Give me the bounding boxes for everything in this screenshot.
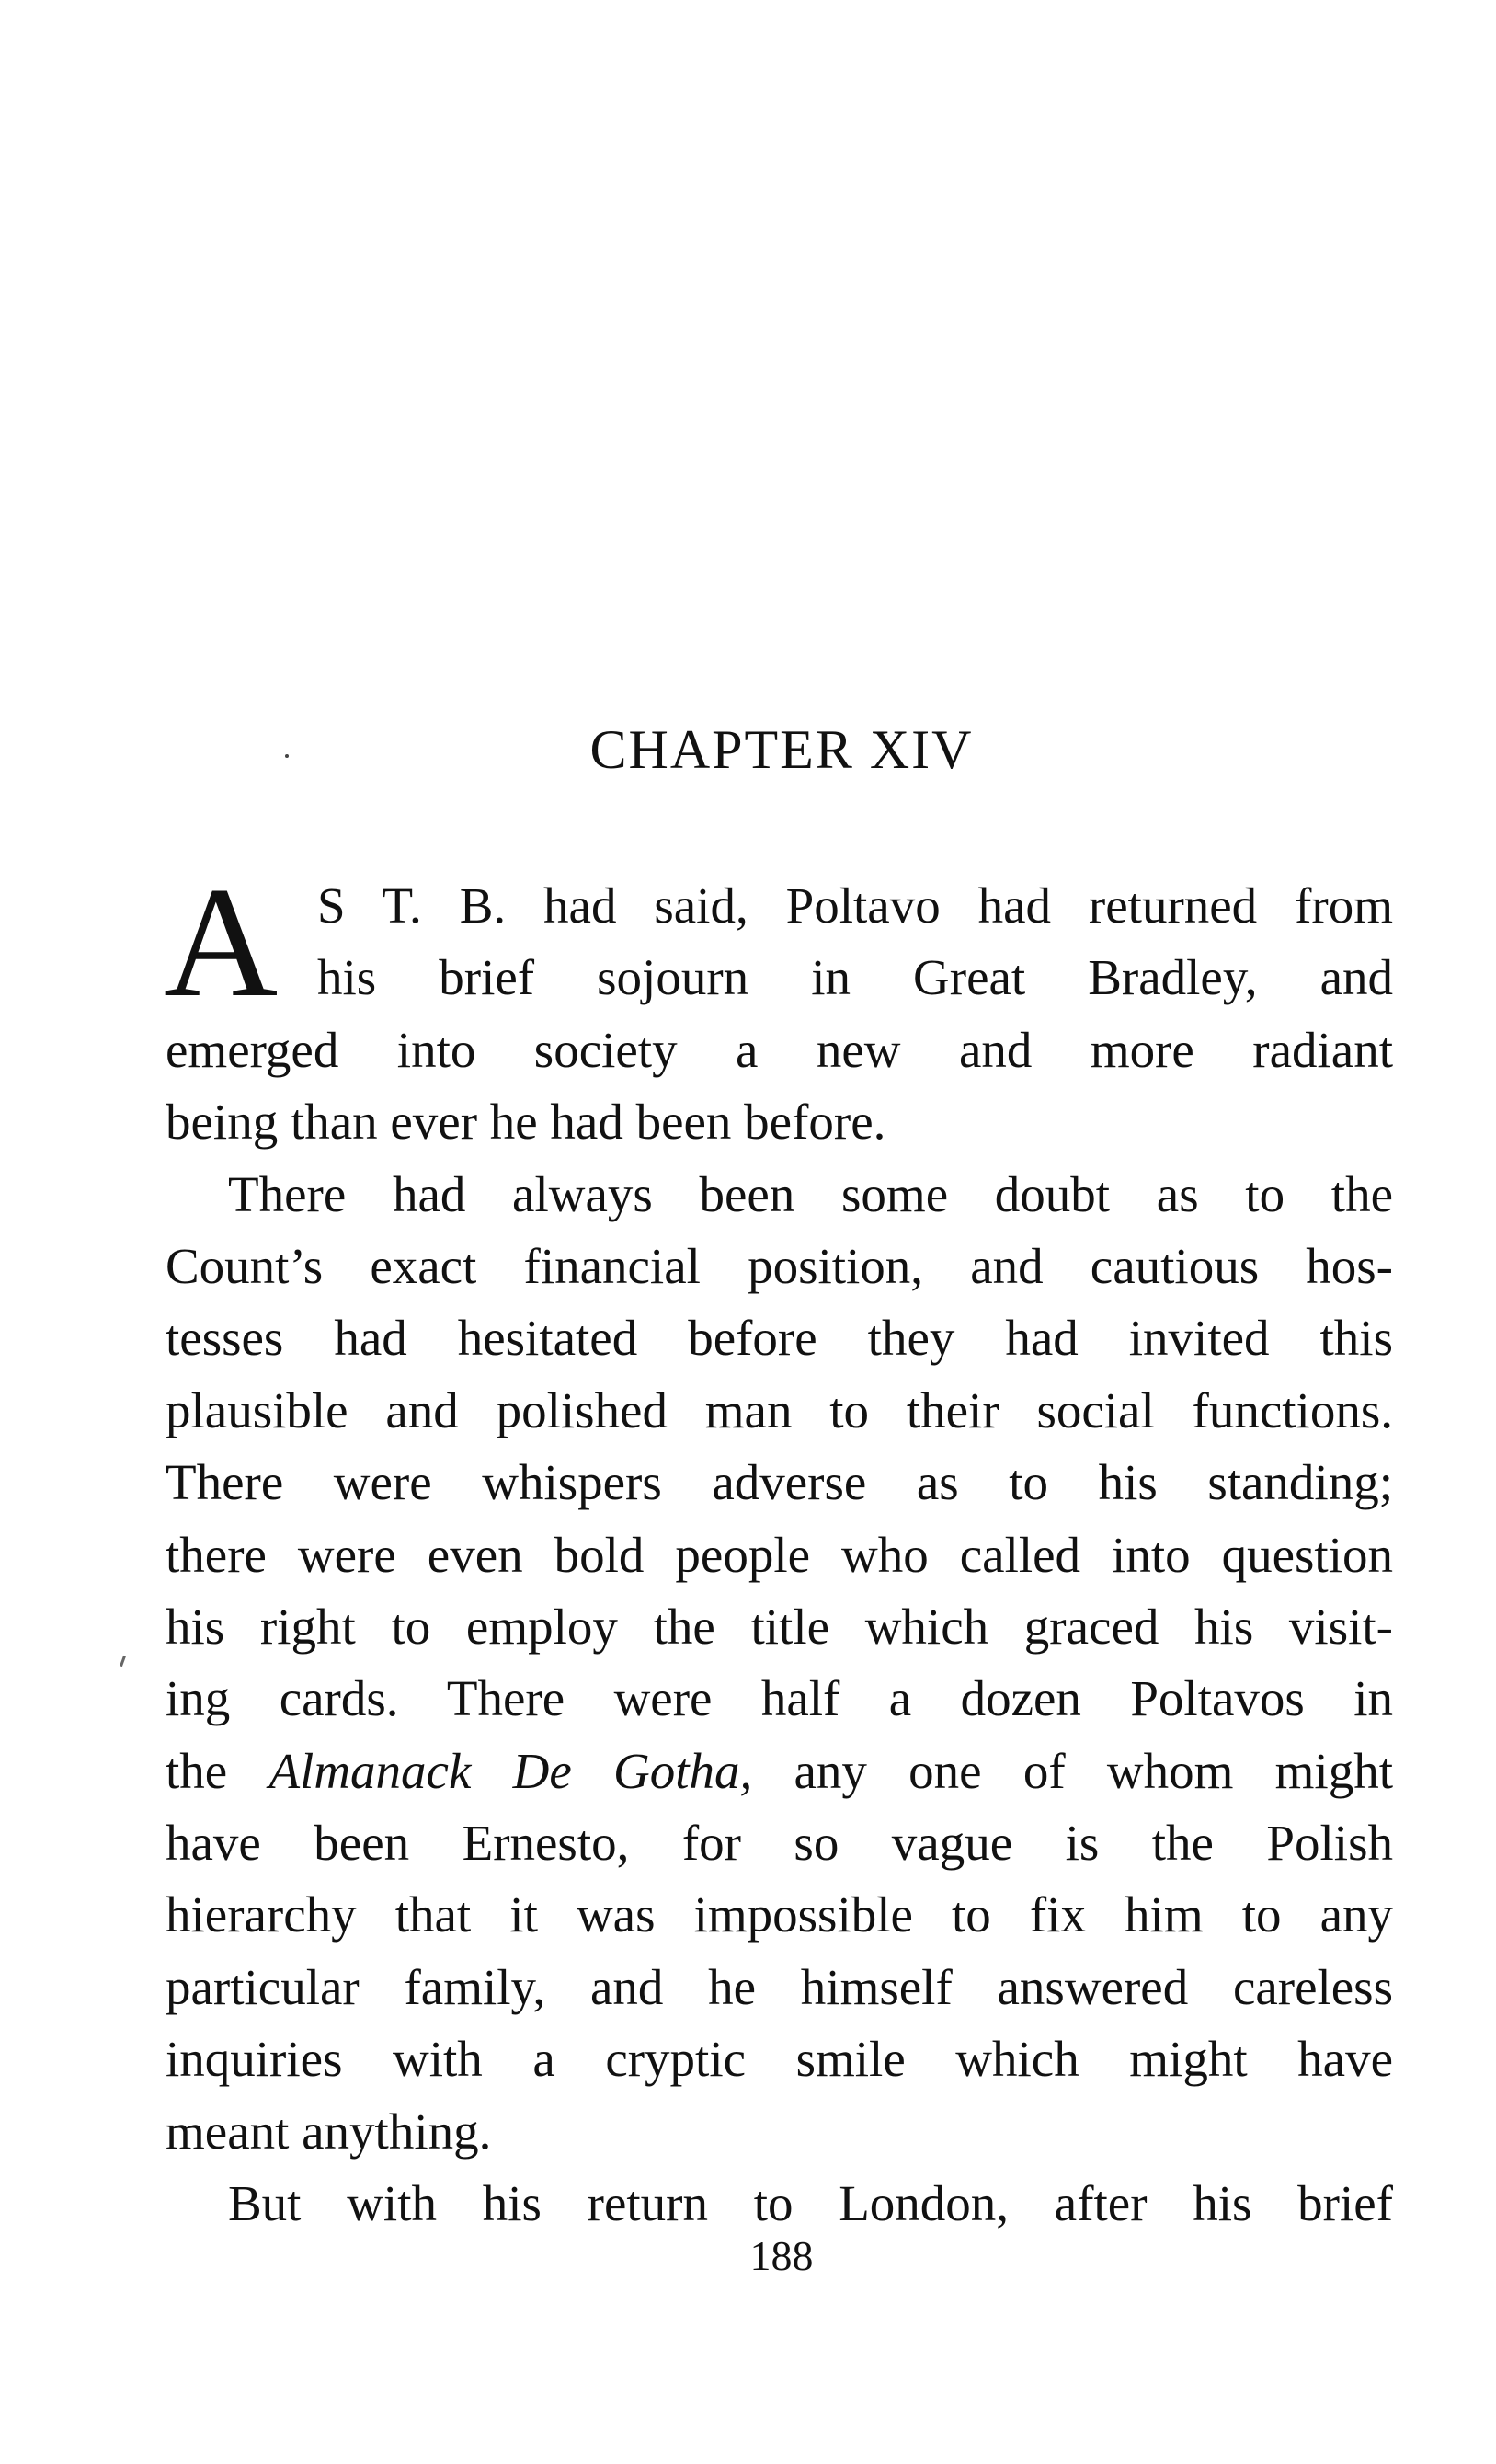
text-line: ing cards. There were half a dozen Poltavos in [166, 1670, 1393, 1727]
text-line: meant anything. [166, 2103, 492, 2160]
text-fragment: any one of whom might [752, 1742, 1393, 1799]
text-line: his brief sojourn in Great Bradley, and [317, 949, 1393, 1006]
chapter-title: CHAPTER XIV [589, 719, 974, 780]
text-line: There were whispers adverse as to his standing; [166, 1454, 1393, 1511]
text-line: there were even bold people who called into question [166, 1526, 1393, 1583]
text-line: emerged into society a new and more radiant [166, 1021, 1393, 1078]
text-line: being than ever he had been before. [166, 1094, 886, 1151]
text-line: There had always been some doubt as to the [228, 1165, 1393, 1222]
book-title-italic: Almanack De Gotha, [268, 1742, 753, 1799]
text-line: But with his return to London, after his brief [228, 2175, 1393, 2232]
drop-cap: A [164, 855, 279, 1030]
text-line: tesses had hesitated before they had invited this [166, 1310, 1393, 1367]
text-line: inquiries with a cryptic smile which might have [166, 2031, 1393, 2088]
margin-mark [120, 1656, 126, 1667]
text-line: plausible and polished man to their social functions. [166, 1381, 1393, 1438]
text-line: S T. B. had said, Poltavo had returned from [317, 877, 1393, 934]
text-line: hierarchy that it was impossible to fix him to any [166, 1886, 1393, 1943]
chapter-body [164, 855, 1393, 2240]
page-number: 188 [749, 2232, 814, 2279]
text-fragment: the [166, 1742, 269, 1799]
text-line [166, 1736, 1393, 1807]
text-line: his right to employ the title which graced his visit- [166, 1598, 1393, 1655]
text-line: Count’s exact financial position, and cautious hos- [166, 1237, 1393, 1294]
text-line: particular family, and he himself answered careless [166, 1958, 1393, 2015]
text-line: have been Ernesto, for so vague is the Polish [166, 1815, 1393, 1872]
